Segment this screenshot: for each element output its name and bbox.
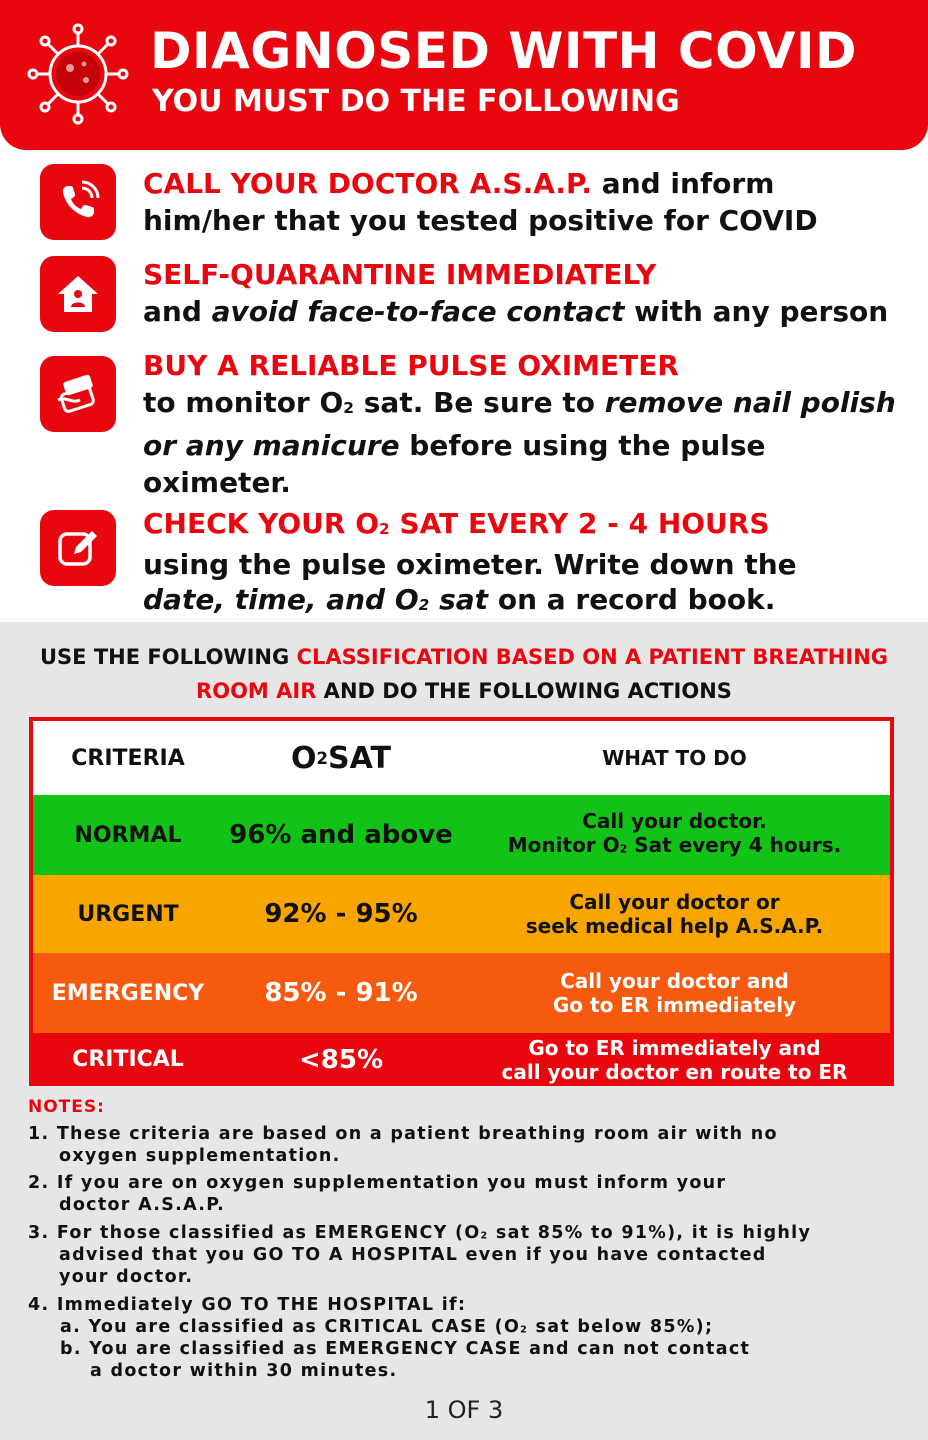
criteria-cell: NORMAL: [74, 822, 182, 848]
o2-sat-cell: 96% and above: [229, 820, 453, 850]
o2-sat-cell: 85% - 91%: [264, 978, 418, 1008]
note-text: sat below 85%);: [528, 1317, 714, 1337]
subscript: 2: [379, 519, 390, 538]
page-number: 1 OF 3: [424, 1396, 504, 1424]
note-line: your doctor.: [59, 1267, 194, 1287]
page-subtitle: YOU MUST DO THE FOLLOWING: [152, 84, 680, 119]
step-text: [143, 347, 913, 501]
header-o2-text: O: [291, 740, 317, 776]
virus-icon: [26, 22, 130, 126]
step-line: before using the pulse oximeter.: [143, 428, 766, 499]
step-title: BUY A RELIABLE PULSE OXIMETER: [143, 349, 679, 382]
action-cell: [459, 953, 890, 1033]
o2-sat-cell: <85%: [298, 1044, 384, 1075]
table-row-emergency: [33, 953, 890, 1033]
header-o2-sat: [223, 721, 459, 795]
step-line: and: [143, 295, 212, 328]
step-line: to monitor O: [143, 386, 344, 419]
action-line: Call your doctor or: [569, 890, 780, 914]
header-criteria: CRITERIA: [71, 745, 185, 771]
instruction-highlight: CLASSIFICATION BASED ON A PATIENT BREATHING ROOM AIR: [196, 645, 889, 703]
subscript: 2: [316, 748, 329, 768]
page-title: DIAGNOSED WITH COVID: [150, 22, 858, 80]
step-title: [143, 507, 770, 540]
classification-instruction: [20, 640, 908, 708]
phone-icon: [40, 164, 116, 240]
step-line: using the pulse oximeter. Write down the: [143, 547, 797, 581]
step-line-italic: sat: [429, 582, 489, 616]
instruction-text: USE THE FOLLOWING: [39, 645, 297, 669]
header-banner: [0, 0, 928, 150]
action-line: Go to ER immediately and: [528, 1035, 821, 1060]
criteria-cell: EMERGENCY: [51, 980, 205, 1006]
subscript: 2: [619, 842, 628, 856]
note-line: oxygen supplementation.: [59, 1146, 341, 1166]
step-title-part: CHECK YOUR O: [143, 507, 380, 540]
action-line: Sat every 4 hours.: [627, 832, 842, 857]
action-cell: [459, 875, 890, 953]
step-line-italic: avoid face-to-face contact: [211, 295, 625, 328]
criteria-cell: URGENT: [77, 901, 179, 927]
o2-sat-cell: 92% - 95%: [264, 899, 418, 929]
note-line: b. You are classified as EMERGENCY CASE and can not contact: [60, 1339, 751, 1359]
house-icon: [40, 256, 116, 332]
table-row-normal: [33, 795, 890, 875]
edit-note-icon: [40, 510, 116, 586]
table-header-row: [33, 721, 890, 795]
classification-table: [29, 717, 894, 1086]
note-text: a. You are classified as CRITICAL CASE (O: [60, 1317, 521, 1337]
step-text: [143, 256, 913, 330]
note-line: advised that you GO TO A HOSPITAL even if you have contacted: [59, 1245, 767, 1265]
step-line: and inform: [592, 167, 775, 200]
action-line: Call your doctor.: [582, 808, 767, 833]
note-line: 2. If you are on oxygen supplementation you must inform your: [28, 1173, 727, 1193]
note-text: 3. For those classified as EMERGENCY (O: [28, 1223, 481, 1243]
step-title: CALL YOUR DOCTOR A.S.A.P.: [143, 167, 593, 200]
step-line: him/her that you tested positive for COVID: [143, 204, 818, 237]
table-row-urgent: [33, 875, 890, 953]
action-cell: [459, 1033, 890, 1086]
notes-title: NOTES:: [28, 1097, 105, 1117]
action-line: Monitor O: [507, 832, 620, 857]
subscript: 2: [418, 595, 430, 614]
note-text: sat 85% to 91%), it is highly: [488, 1223, 812, 1243]
step-title-part: SAT EVERY 2 - 4 HOURS: [389, 507, 770, 540]
note-line: 1. These criteria are based on a patient breathing room air with no: [28, 1124, 778, 1144]
step-text: [143, 165, 913, 239]
instruction-text: AND DO THE FOLLOWING ACTIONS: [316, 679, 732, 703]
step-line: on a record book.: [488, 582, 776, 616]
subscript: 2: [480, 1230, 489, 1242]
step-line: sat. Be sure to: [354, 386, 605, 419]
pulse-oximeter-icon: [40, 356, 116, 432]
step-text: [143, 506, 913, 623]
header-what-to-do: WHAT TO DO: [602, 746, 747, 770]
criteria-cell: CRITICAL: [72, 1047, 184, 1072]
step-line-italic: remove nail polish or any manicure: [143, 386, 896, 462]
header-o2-text: SAT: [328, 740, 391, 776]
note-line: doctor A.S.A.P.: [59, 1195, 226, 1215]
step-line: with any person: [624, 295, 889, 328]
note-line: 4. Immediately GO TO THE HOSPITAL if:: [28, 1295, 467, 1315]
subscript: 2: [343, 398, 355, 417]
action-line: seek medical help A.S.A.P.: [525, 914, 824, 938]
action-line: Go to ER immediately: [552, 993, 797, 1017]
action-line: Call your doctor and: [560, 969, 789, 993]
step-title: SELF-QUARANTINE IMMEDIATELY: [143, 258, 657, 291]
action-line: call your doctor en route to ER: [501, 1059, 848, 1084]
step-line-italic: date, time, and O: [143, 582, 419, 616]
action-cell: [459, 795, 890, 875]
note-line: a doctor within 30 minutes.: [90, 1361, 398, 1381]
table-row-critical: [33, 1033, 890, 1086]
subscript: 2: [520, 1324, 529, 1336]
